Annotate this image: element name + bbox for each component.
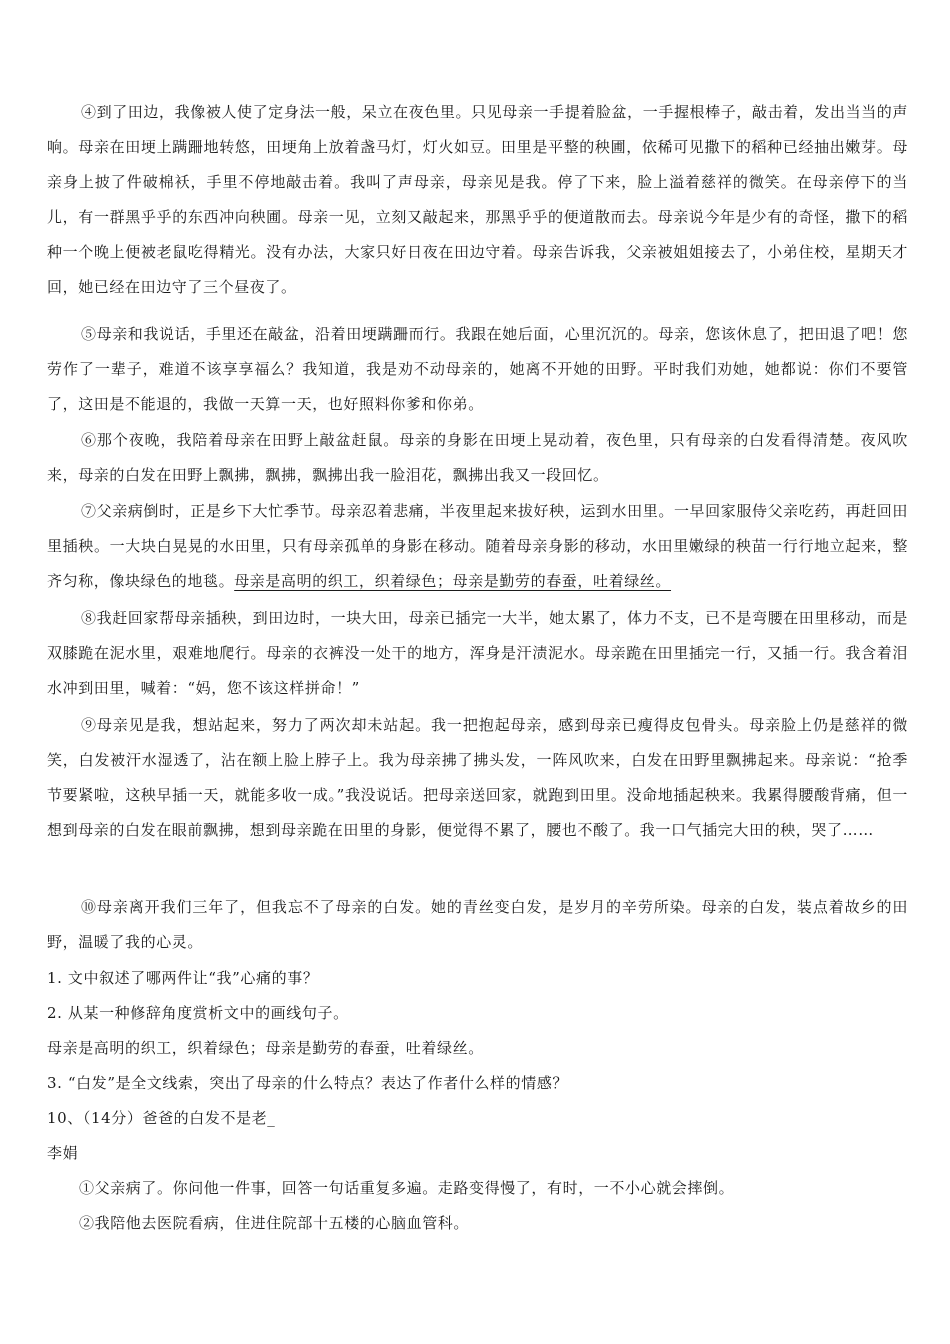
question-2-quote: 母亲是高明的织工，织着绿色；母亲是勤劳的春蚕，吐着绿丝。	[47, 1039, 484, 1057]
paragraph-5: ⑤母亲和我说话，手里还在敲盆，沿着田埂蹒跚而行。我跟在她后面，心里沉沉的。母亲，您该休息了，把田退了吧！您劳作了一辈子，难道不该享享福么？我知道，我是劝不动母亲的，她离不开她的田野。平时我们劝她，她都说：你们不要管了，这田是不能退的，我做一天算一天，也好照料你爹和你弟。	[47, 325, 908, 413]
question-1: 1. 文中叙述了哪两件让“我”心痛的事？	[47, 969, 319, 987]
section-heading: 10、（14分）爸爸的白发不是老_	[47, 1109, 276, 1127]
question-3: 3. “白发”是全文线索，突出了母亲的什么特点？表达了作者什么样的情感？	[47, 1074, 569, 1092]
paragraph-6: ⑥那个夜晚，我陪着母亲在田野上敲盆赶鼠。母亲的身影在田埂上晃动着，夜色里，只有母亲的白发看得清楚。夜风吹来，母亲的白发在田野上飘拂，飘拂，飘拂出我一脸泪花，飘拂出我又一段回忆。	[47, 431, 908, 484]
paragraph-7-text: ⑦父亲病倒时，正是乡下大忙季节。母亲忍着悲痛，半夜里起来拔好秧，运到水田里。一早回家服侍父亲吃药，再赶回田里插秧。一大块白晃晃的水田里，只有母亲孤单的身影在移动。随着母亲身影的移动，水田里嫩绿的秧苗一行行地立起来，整齐匀称，像块绿色的地毯。	[47, 502, 908, 590]
next-paragraph-2: ②我陪他去医院看病，住进住院部十五楼的心脑血管科。	[79, 1214, 470, 1232]
paragraph-7	[47, 494, 908, 599]
question-2: 2. 从某一种修辞角度赏析文中的画线句子。	[47, 1004, 349, 1022]
paragraph-9: ⑨母亲见是我，想站起来，努力了两次却未站起。我一把抱起母亲，感到母亲已瘦得皮包骨头。母亲脸上仍是慈祥的微笑，白发被汗水湿透了，沾在额上脸上脖子上。我为母亲拂了拂头发，一阵风吹来，白发在田野里飘拂起来。母亲说：“抢季节要紧啦，这秧早插一天，就能多收一成。”我没说话。把母亲送回家，就跑到田里。没命地插起秧来。我累得腰酸背痛，但一想到母亲的白发在眼前飘拂，想到母亲跪在田里的身影，便觉得不累了，腰也不酸了。我一口气插完大田的秧，哭了……	[47, 716, 908, 839]
underlined-sentence: 母亲是高明的织工，织着绿色；母亲是勤劳的春蚕，吐着绿丝。	[234, 572, 672, 590]
next-paragraph-1: ①父亲病了。你问他一件事，回答一句话重复多遍。走路变得慢了，有时，一不小心就会摔倒。	[79, 1179, 735, 1197]
author-name: 李娟	[47, 1144, 79, 1162]
paragraph-4: ④到了田边，我像被人使了定身法一般，呆立在夜色里。只见母亲一手提着脸盆，一手握根棒子，敲击着，发出当当的声响。母亲在田埂上蹒跚地转悠，田埂角上放着盏马灯，灯火如豆。田里是平整的秧圃，依稀可见撒下的稻种已经抽出嫩芽。母亲身上披了件破棉袄，手里不停地敲击着。我叫了声母亲，母亲见是我。停了下来，脸上溢着慈祥的微笑。在母亲停下的当儿，有一群黑乎乎的东西冲向秧圃。母亲一见，立刻又敲起来，那黑乎乎的便道散而去。母亲说今年是少有的奇怪，撒下的稻种一个晚上便被老鼠吃得精光。没有办法，大家只好日夜在田边守着。母亲告诉我，父亲被姐姐接去了，小弟住校，星期天才回，她已经在田边守了三个昼夜了。	[47, 103, 908, 296]
paragraph-8: ⑧我赶回家帮母亲插秧，到田边时，一块大田，母亲已插完一大半，她太累了，体力不支，已不是弯腰在田里移动，而是双膝跪在泥水里，艰难地爬行。母亲的衣裤没一处干的地方，浑身是汗渍泥水。母亲跪在田里插完一行，又插一行。我含着泪水冲到田里，喊着：“妈，您不该这样拼命！”	[47, 609, 908, 697]
paragraph-10: ⑩母亲离开我们三年了，但我忘不了母亲的白发。她的青丝变白发，是岁月的辛劳所染。母亲的白发，装点着故乡的田野，温暖了我的心灵。	[47, 898, 908, 951]
